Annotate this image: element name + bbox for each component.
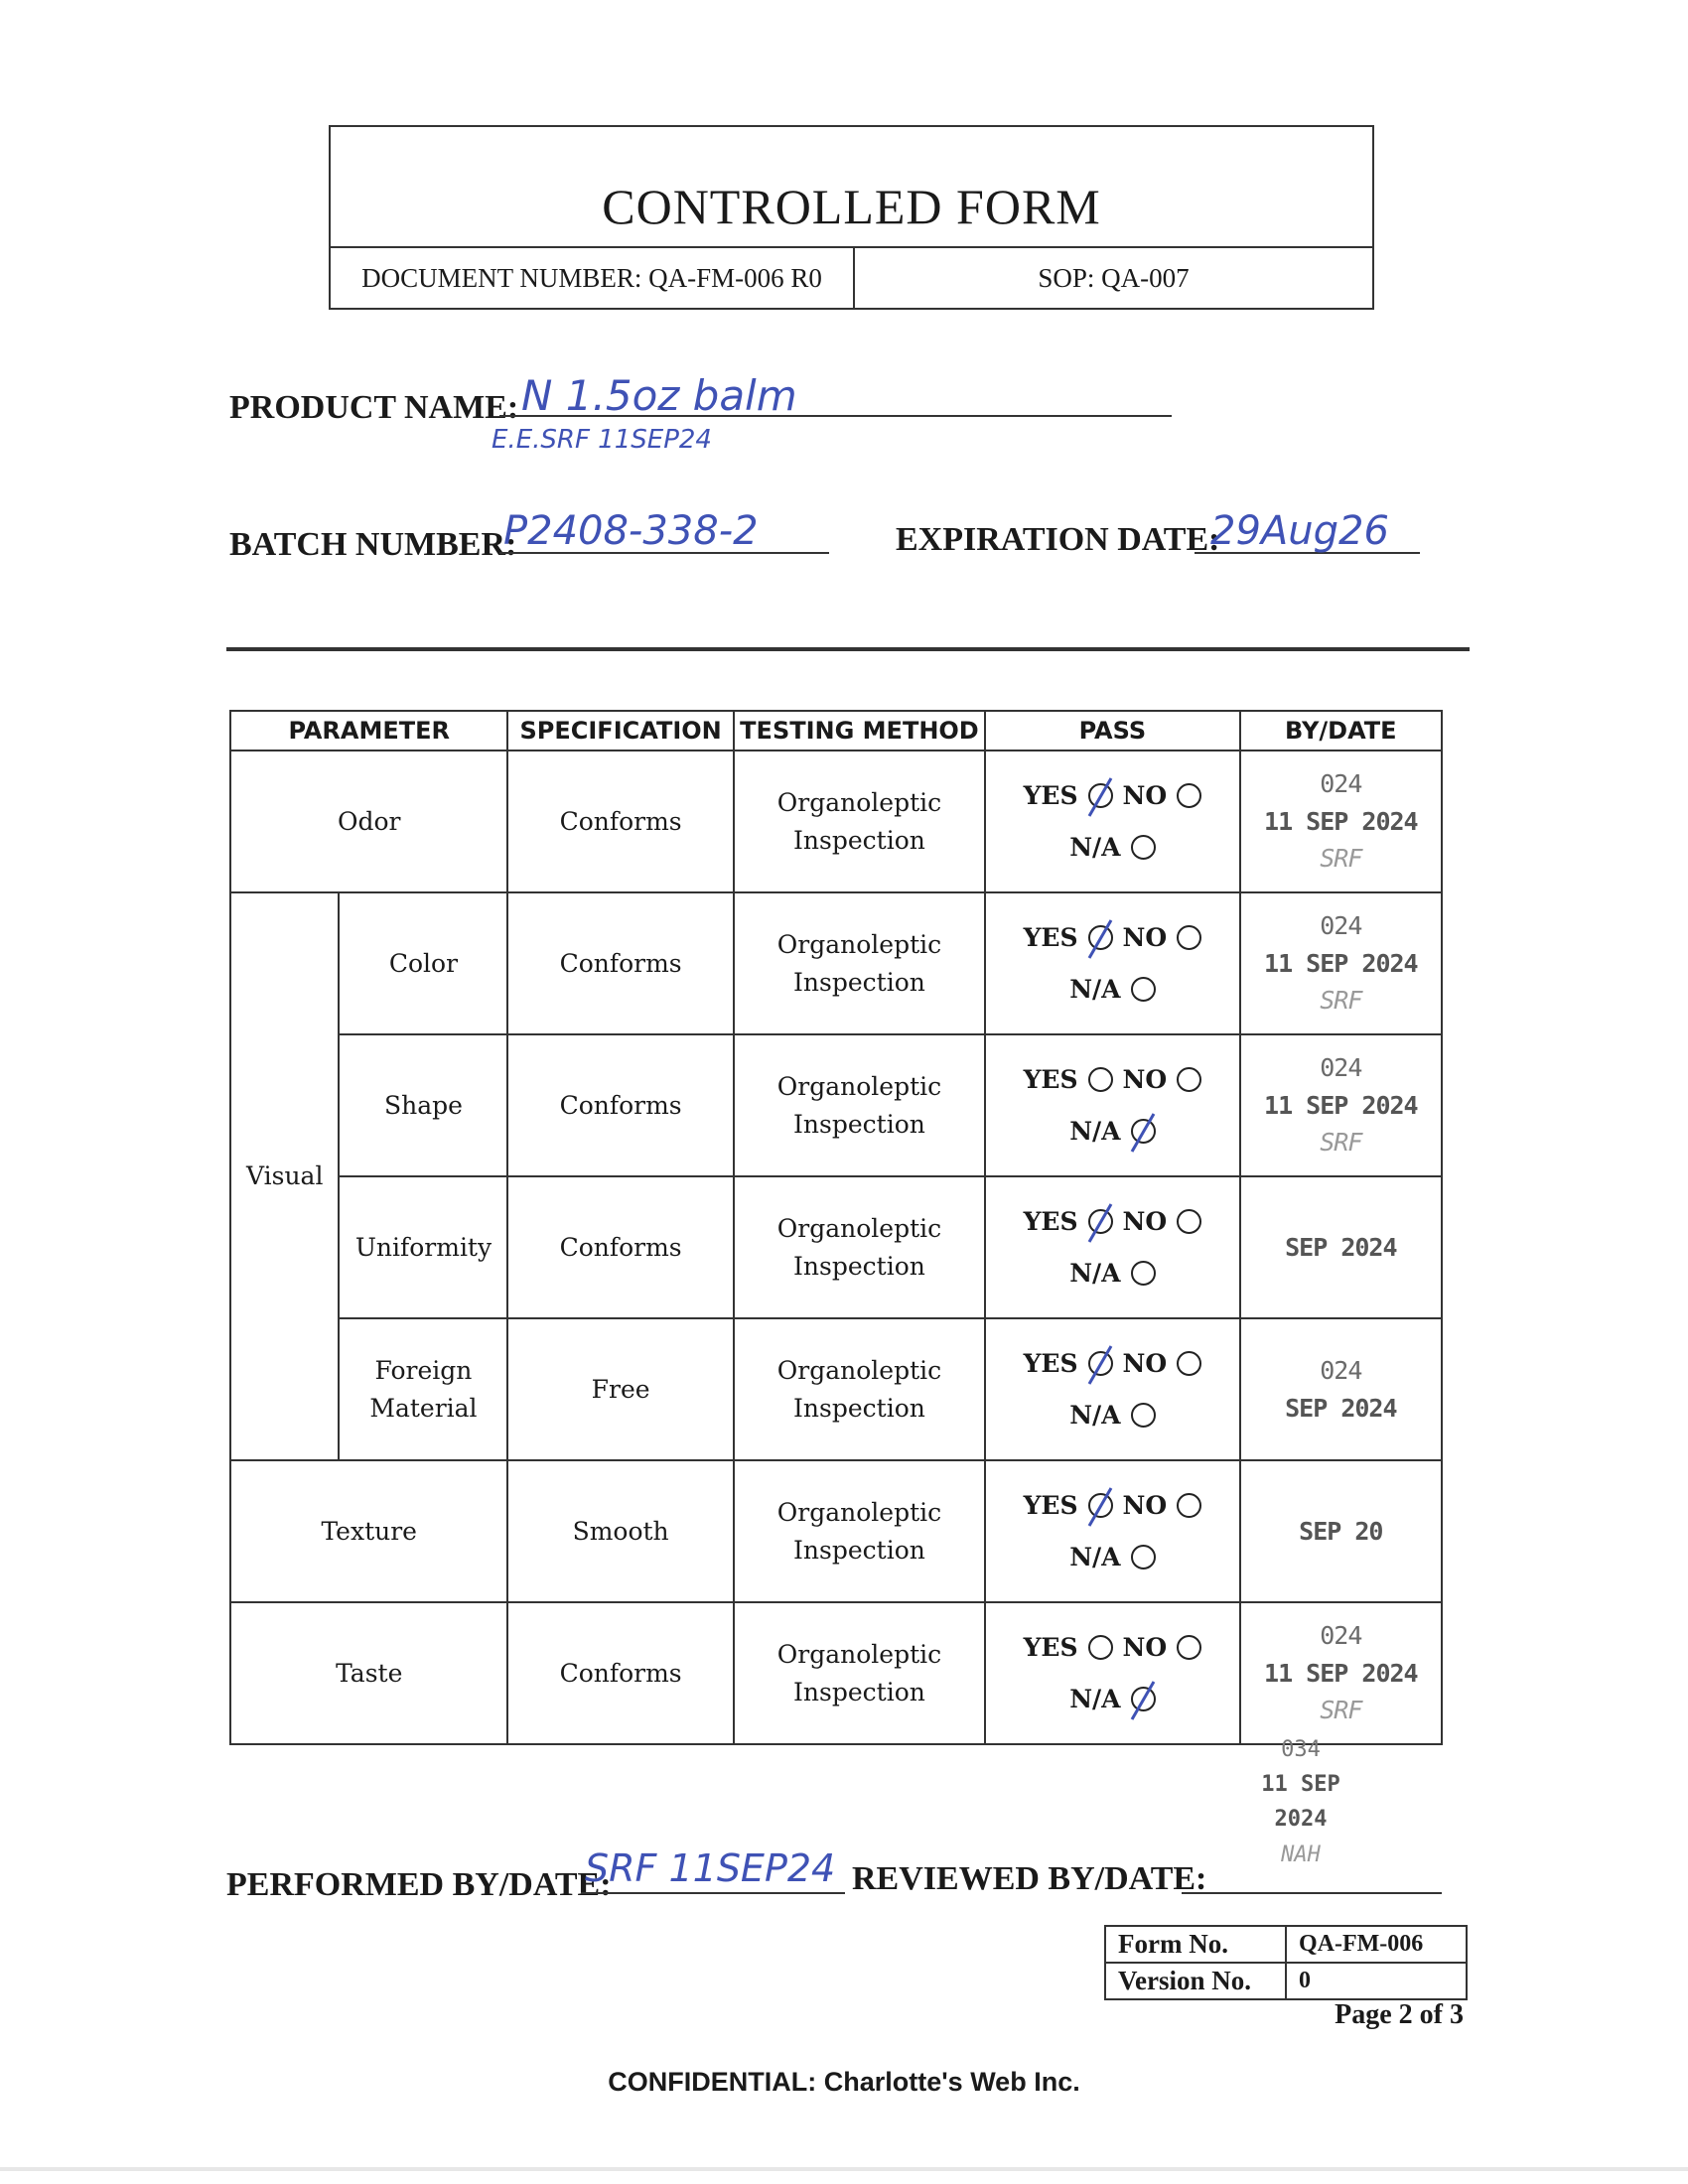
yes-radio[interactable]: [1088, 1493, 1113, 1518]
product-name-value: N 1.5oz balm: [521, 371, 797, 420]
pass-cell: YES NO N/A: [985, 1602, 1240, 1744]
version-value: 0: [1286, 1963, 1467, 1999]
by-date-stamp: 024 11 SEP 2024 SRF: [1240, 751, 1442, 892]
parameter-cell: Color: [339, 892, 507, 1034]
scan-edge: [0, 2167, 1688, 2171]
method-cell: Organoleptic Inspection: [734, 1460, 985, 1602]
performed-by-label: PERFORMED BY/DATE:: [226, 1866, 612, 1903]
method-cell: Organoleptic Inspection: [734, 892, 985, 1034]
header-specification: SPECIFICATION: [507, 711, 733, 751]
pass-cell: YES NO N/A: [985, 1034, 1240, 1176]
expiration-date-label: EXPIRATION DATE:: [896, 521, 1220, 558]
header-by-date: BY/DATE: [1240, 711, 1442, 751]
by-date-stamp: SEP 20: [1240, 1460, 1442, 1602]
na-radio[interactable]: [1131, 1545, 1156, 1570]
batch-number-label: BATCH NUMBER:: [229, 526, 517, 563]
by-date-stamp: 024 SEP 2024: [1240, 1318, 1442, 1460]
no-radio[interactable]: [1177, 1351, 1201, 1376]
method-cell: Organoleptic Inspection: [734, 1176, 985, 1318]
yes-radio[interactable]: [1088, 783, 1113, 808]
pass-cell: YES NO N/A: [985, 751, 1240, 892]
document-number: DOCUMENT NUMBER: QA-FM-006 R0: [331, 248, 855, 308]
product-name-label: PRODUCT NAME:: [229, 389, 519, 426]
performed-by-field[interactable]: [581, 1846, 845, 1894]
by-date-stamp: 024 11 SEP 2024 SRF: [1240, 1602, 1442, 1744]
by-date-stamp: 024 11 SEP 2024 SRF: [1240, 892, 1442, 1034]
method-cell: Organoleptic Inspection: [734, 1602, 985, 1744]
specification-cell: Conforms: [507, 751, 733, 892]
no-radio[interactable]: [1177, 925, 1201, 950]
product-name-initials: E.E.SRF 11SEP24: [492, 425, 712, 455]
parameter-cell: Taste: [230, 1602, 507, 1744]
pass-cell: YES NO N/A: [985, 1460, 1240, 1602]
header-testing-method: TESTING METHOD: [734, 711, 985, 751]
yes-radio[interactable]: [1088, 1351, 1113, 1376]
parameter-cell: Texture: [230, 1460, 507, 1602]
na-radio[interactable]: [1131, 977, 1156, 1002]
specification-cell: Smooth: [507, 1460, 733, 1602]
form-title: CONTROLLED FORM: [602, 179, 1101, 234]
yes-radio[interactable]: [1088, 1067, 1113, 1092]
form-no-label: Form No.: [1105, 1926, 1286, 1963]
version-label: Version No.: [1105, 1963, 1286, 1999]
table-row: [230, 892, 1442, 1034]
no-radio[interactable]: [1177, 1493, 1201, 1518]
no-radio[interactable]: [1177, 1067, 1201, 1092]
na-radio[interactable]: [1131, 835, 1156, 860]
controlled-form-header: [329, 125, 1374, 310]
yes-radio[interactable]: [1088, 1209, 1113, 1234]
table-row: [230, 751, 1442, 892]
sop-number: SOP: QA-007: [1038, 262, 1190, 293]
table-row: [230, 1602, 1442, 1744]
pass-cell: YES NO N/A: [985, 1176, 1240, 1318]
page-number: Page 2 of 3: [1335, 1999, 1464, 2030]
no-radio[interactable]: [1177, 1635, 1201, 1660]
header-pass: PASS: [985, 711, 1240, 751]
parameter-cell: Uniformity: [339, 1176, 507, 1318]
na-radio[interactable]: [1131, 1119, 1156, 1144]
expiration-date-field[interactable]: [1195, 508, 1420, 554]
pass-cell: YES NO N/A: [985, 892, 1240, 1034]
header-parameter: PARAMETER: [230, 711, 507, 751]
confidential-notice: CONFIDENTIAL: Charlotte's Web Inc.: [608, 2067, 1080, 2097]
pass-cell: YES NO N/A: [985, 1318, 1240, 1460]
yes-radio[interactable]: [1088, 925, 1113, 950]
table-row: [230, 1318, 1442, 1460]
parameter-cell: Foreign Material: [339, 1318, 507, 1460]
visual-group-cell: Visual: [230, 892, 339, 1460]
specification-cell: Free: [507, 1318, 733, 1460]
na-radio[interactable]: [1131, 1403, 1156, 1428]
na-radio[interactable]: [1131, 1261, 1156, 1286]
batch-number-field[interactable]: [499, 508, 829, 554]
form-no-value: QA-FM-006: [1286, 1926, 1467, 1963]
parameter-cell: Shape: [339, 1034, 507, 1176]
table-header-row: [230, 711, 1442, 751]
table-row: [230, 1034, 1442, 1176]
yes-radio[interactable]: [1088, 1635, 1113, 1660]
specification-cell: Conforms: [507, 1602, 733, 1744]
reviewed-by-label: REVIEWED BY/DATE:: [852, 1860, 1207, 1897]
parameter-cell: Odor: [230, 751, 507, 892]
header-info-row: [331, 246, 1372, 308]
table-row: [230, 1176, 1442, 1318]
specification-cell: Conforms: [507, 1176, 733, 1318]
specification-cell: Conforms: [507, 892, 733, 1034]
by-date-stamp: SEP 2024: [1240, 1176, 1442, 1318]
no-radio[interactable]: [1177, 783, 1201, 808]
form-no-row: [1105, 1926, 1467, 1963]
version-row: [1105, 1963, 1467, 1999]
product-name-field[interactable]: [499, 371, 1172, 420]
review-stamp: 034 11 SEP 2024 NAH: [1261, 1737, 1340, 1867]
method-cell: Organoleptic Inspection: [734, 751, 985, 892]
na-radio[interactable]: [1131, 1687, 1156, 1711]
specification-cell: Conforms: [507, 1034, 733, 1176]
no-radio[interactable]: [1177, 1209, 1201, 1234]
batch-number-value: P2408-338-2: [503, 508, 759, 554]
expiration-date-value: 29Aug26: [1210, 508, 1389, 554]
method-cell: Organoleptic Inspection: [734, 1318, 985, 1460]
form-number-box: [1104, 1925, 1468, 2000]
method-cell: Organoleptic Inspection: [734, 1034, 985, 1176]
by-date-stamp: 024 11 SEP 2024 SRF: [1240, 1034, 1442, 1176]
reviewed-by-field[interactable]: [1182, 1856, 1442, 1894]
inspection-table: [229, 710, 1443, 1745]
section-divider: [226, 647, 1470, 651]
performed-by-value: SRF 11SEP24: [585, 1846, 836, 1890]
table-row: [230, 1460, 1442, 1602]
